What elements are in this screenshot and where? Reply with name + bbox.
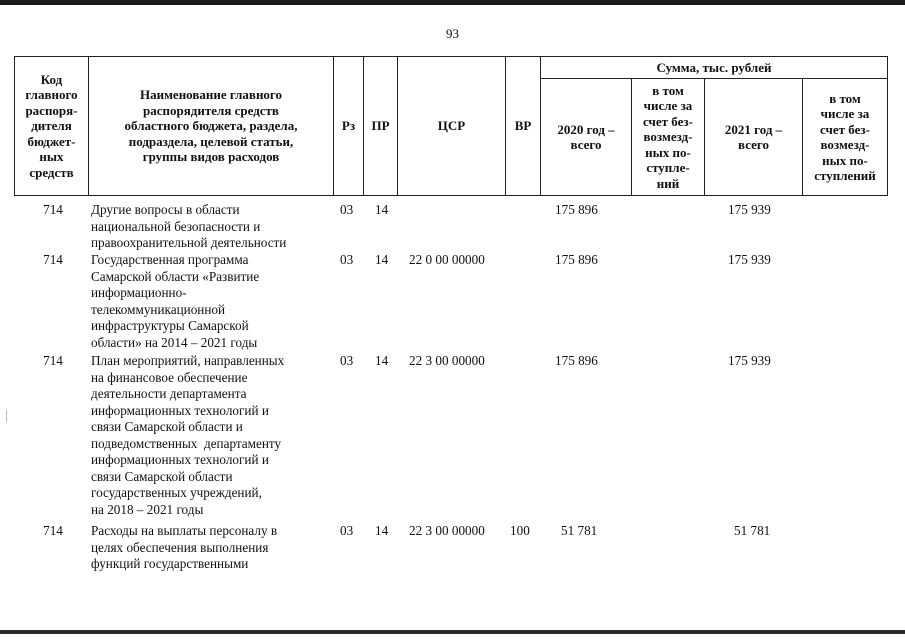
row-2020-total: 175 896 (555, 202, 598, 217)
header-csr: ЦСР (397, 56, 506, 196)
header-2020-total: 2020 год – всего (540, 78, 632, 196)
bottom-border (0, 630, 905, 634)
row-csr: 22 0 00 00000 (409, 252, 485, 267)
row-code: 714 (43, 523, 63, 538)
row-pr: 14 (375, 353, 389, 368)
row-code: 714 (43, 202, 63, 217)
header-name: Наименование главного распорядителя средств областного бюджета, раздела, подраздела, целевой статьи, группы видов расходов (88, 56, 334, 196)
row-name: План мероприятий, направленных на финансовое обеспечение деятельности департамента информационных технологий и связи Самарской области и подведомственных департаменту информационных технологий и связи Самарской области государственных учреждений, на 2018 – 2021 годы (91, 353, 285, 517)
row-name: Расходы на выплаты персоналу в целях обеспечения выполнения функций государственными (91, 523, 278, 571)
header-pr: ПР (363, 56, 398, 196)
row-pr: 14 (375, 523, 389, 538)
header-sum-group: Сумма, тыс. рублей (540, 56, 888, 79)
row-rz: 03 (340, 252, 354, 267)
header-2020-grants: в том числе за счет без- возмезд- ных по- ступле- ний (631, 78, 705, 196)
row-pr: 14 (375, 252, 389, 267)
header-vr: ВР (505, 56, 541, 196)
header-2021-grants: в том числе за счет без- возмезд- ных по- ступлений (802, 78, 888, 196)
top-border (0, 0, 905, 5)
row-2021-total: 51 781 (734, 523, 771, 538)
row-code: 714 (43, 353, 63, 368)
row-2020-total: 175 896 (555, 252, 598, 267)
row-csr: 22 3 00 00000 (409, 353, 485, 368)
row-name: Государственная программа Самарской области «Развитие информационно- телекоммуникационной инфраструктуры Самарской области» на 2014 – 2021 годы (91, 252, 260, 350)
row-rz: 03 (340, 202, 354, 217)
row-2020-total: 51 781 (561, 523, 598, 538)
scan-artifact (6, 410, 7, 422)
header-rz: Рз (333, 56, 364, 196)
row-2021-total: 175 939 (728, 252, 771, 267)
row-name: Другие вопросы в области национальной безопасности и правоохранительной деятельности (91, 202, 287, 250)
row-2020-total: 175 896 (555, 353, 598, 368)
row-code: 714 (43, 252, 63, 267)
row-rz: 03 (340, 523, 354, 538)
row-csr: 22 3 00 00000 (409, 523, 485, 538)
row-vr: 100 (510, 523, 530, 538)
header-2021-total: 2021 год – всего (704, 78, 803, 196)
page-number: 93 (446, 26, 459, 41)
row-rz: 03 (340, 353, 354, 368)
row-2021-total: 175 939 (728, 353, 771, 368)
header-code: Код главного распоря- дителя бюджет- ных средств (14, 56, 89, 196)
row-pr: 14 (375, 202, 389, 217)
row-2021-total: 175 939 (728, 202, 771, 217)
